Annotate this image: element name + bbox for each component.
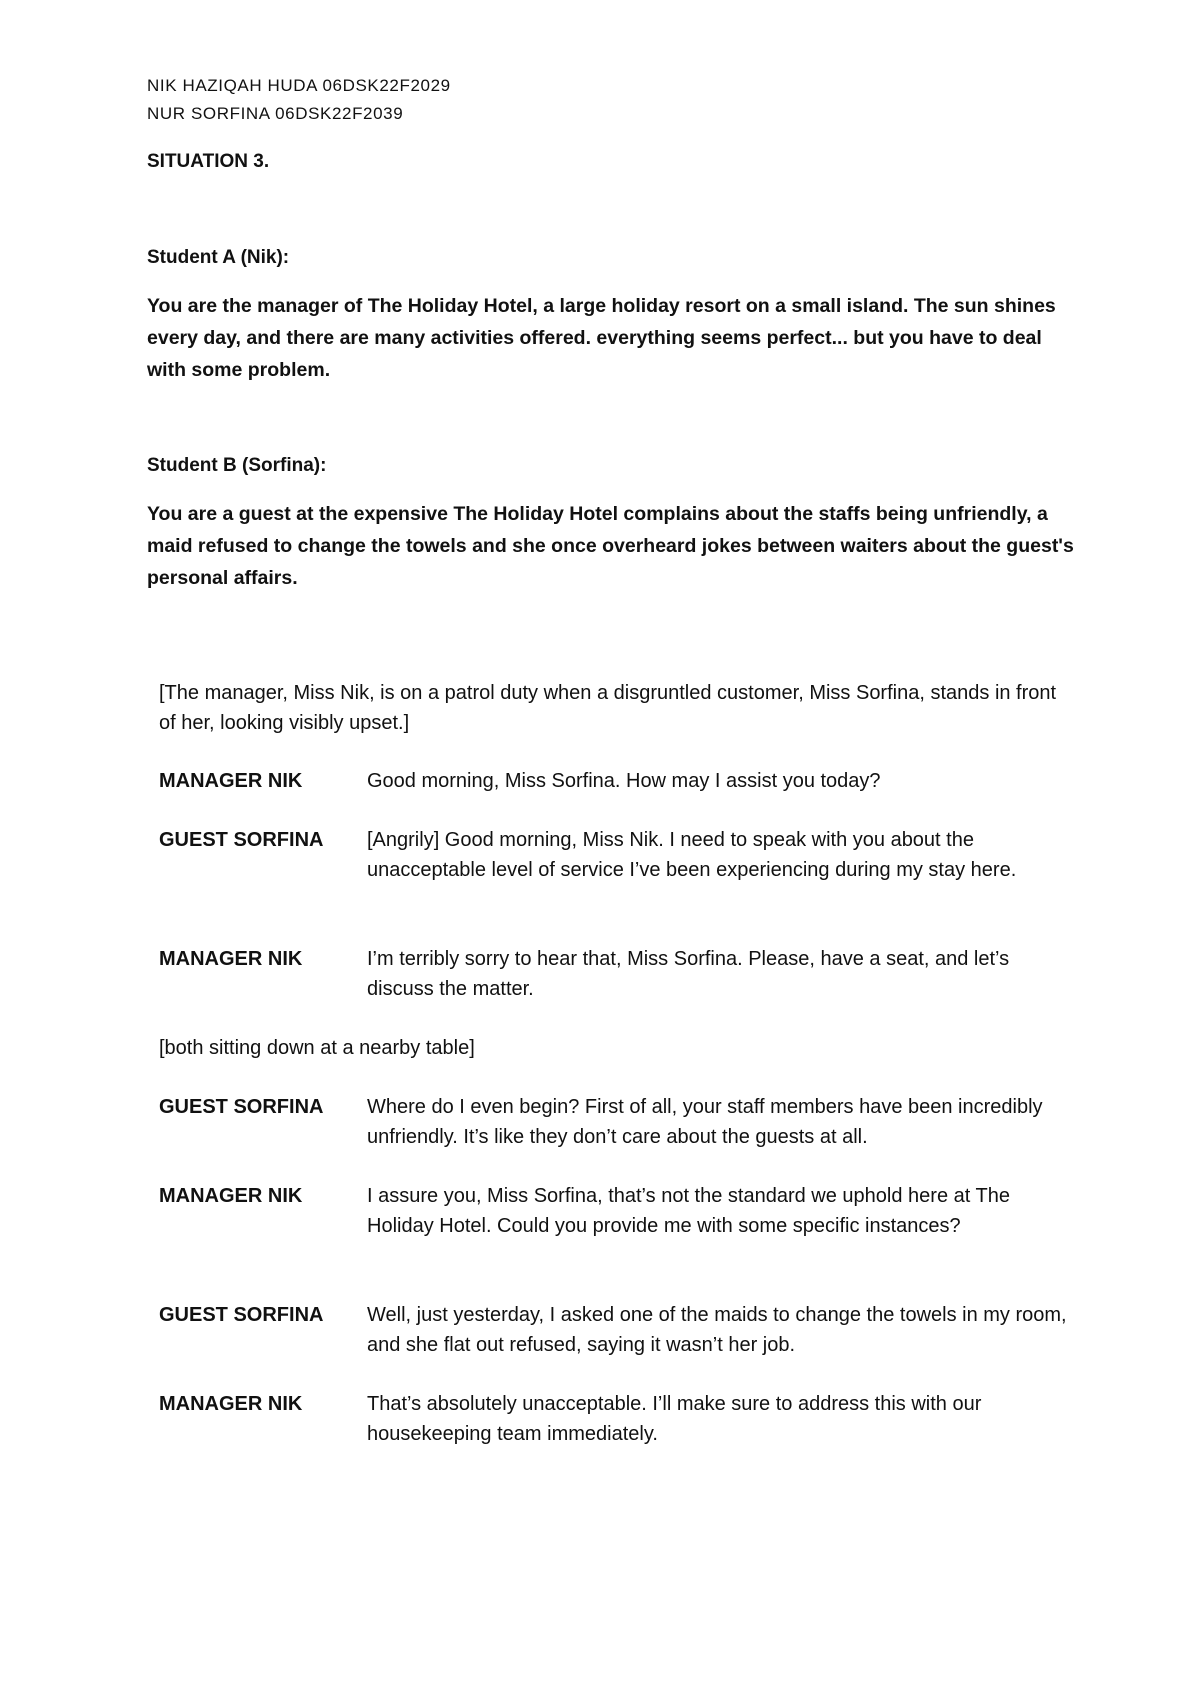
speaker-name: MANAGER NIK (159, 948, 303, 970)
dialogue-text: That’s absolutely unacceptable. I’ll make sure to address this with our housekeeping team immediately. (367, 1393, 982, 1445)
dialogue-text: Good morning, Miss Sorfina. How may I assist you today? (367, 770, 881, 792)
speaker-name: GUEST SORFINA (159, 829, 324, 851)
speaker-name: MANAGER NIK (159, 770, 303, 792)
dialogue-text: Well, just yesterday, I asked one of the maids to change the towels in my room, and she flat out refused, saying it wasn’t her job. (367, 1304, 1067, 1356)
student-a-description: You are the manager of The Holiday Hotel, a large holiday resort on a small island. The sun shines every day, and there are many activities offered. everything seems perfect... but you have to deal with some problem. (147, 295, 1056, 381)
situation-title: SITUATION 3. (147, 151, 270, 172)
dialogue-text: Where do I even begin? First of all, your staff members have been incredibly unfriendly. It’s like they don’t care about the guests at all. (367, 1096, 1043, 1148)
dialogue-text: I assure you, Miss Sorfina, that’s not the standard we uphold here at The Holiday Hotel. Could you provide me with some specific instances? (367, 1185, 1010, 1237)
author-line-2: NUR SORFINA 06DSK22F2039 (147, 104, 404, 123)
author-line-1: NIK HAZIQAH HUDA 06DSK22F2029 (147, 76, 451, 95)
dialogue-text: I’m terribly sorry to hear that, Miss Sorfina. Please, have a seat, and let’s discuss the matter. (367, 948, 1010, 1000)
dialogue-text: [Angrily] Good morning, Miss Nik. I need to speak with you about the unacceptable level of service I’ve been experiencing during my stay here. (367, 829, 1017, 881)
stage-direction-sitting: [both sitting down at a nearby table] (159, 1037, 475, 1059)
student-a-heading: Student A (Nik): (147, 247, 290, 268)
student-b-heading: Student B (Sorfina): (147, 455, 327, 476)
speaker-name: GUEST SORFINA (159, 1304, 324, 1326)
speaker-name: MANAGER NIK (159, 1185, 303, 1207)
stage-direction-opening: [The manager, Miss Nik, is on a patrol duty when a disgruntled customer, Miss Sorfina, stands in front of her, looking visibly upset.] (159, 682, 1057, 734)
speaker-name: MANAGER NIK (159, 1393, 303, 1415)
student-b-description: You are a guest at the expensive The Holiday Hotel complains about the staffs being unfriendly, a maid refused to change the towels and she once overheard jokes between waiters about the guest's personal affairs. (147, 503, 1074, 589)
speaker-name: GUEST SORFINA (159, 1096, 324, 1118)
